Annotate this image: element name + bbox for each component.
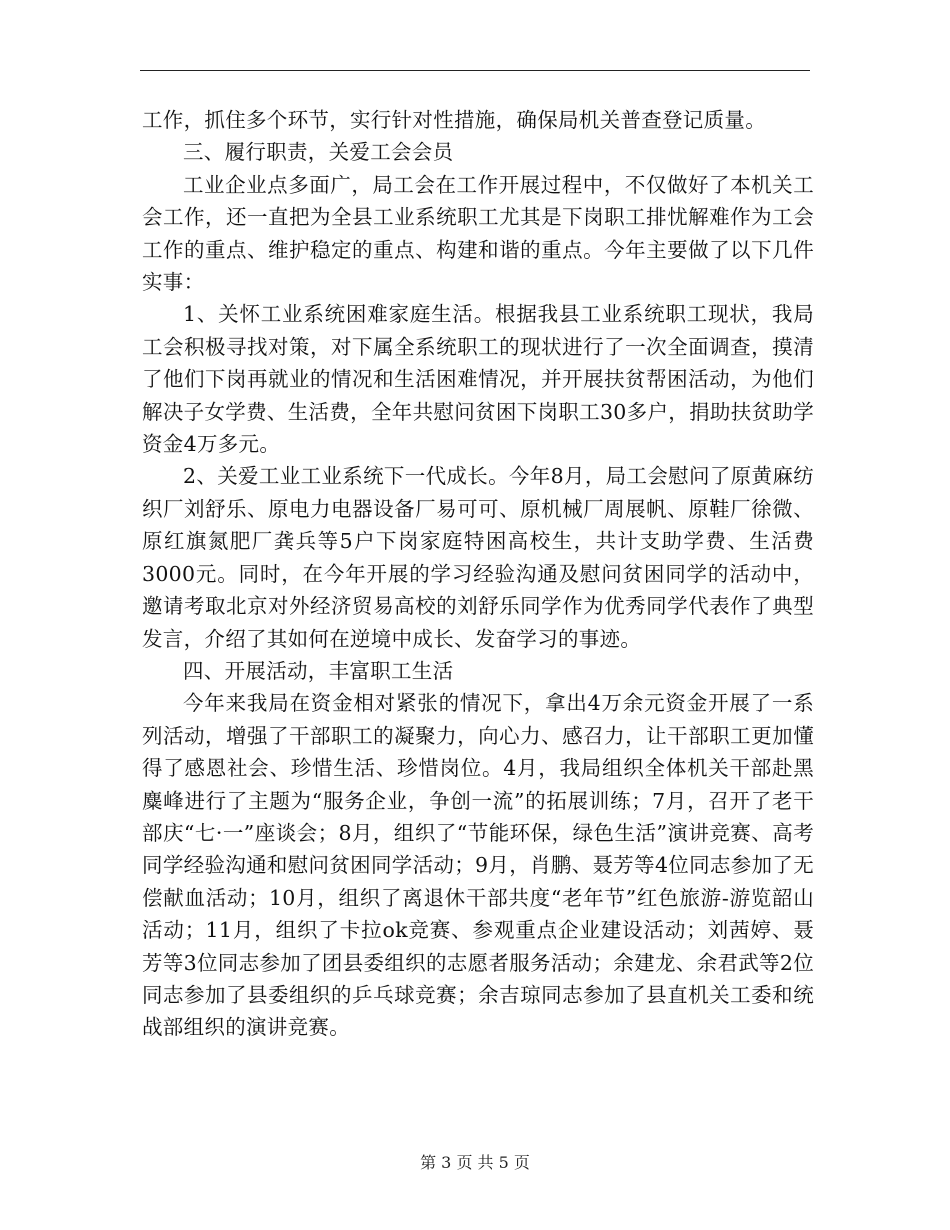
paragraph-continuation: 工作，抓住多个环节，实行针对性措施，确保局机关普查登记质量。	[142, 108, 766, 132]
paragraph-item-2: 2、关爱工业工业系统下一代成长。今年8月，局工会慰问了原黄麻纺织厂刘舒乐、原电力电器设备厂易可可、原机械厂周展帆、原鞋厂徐微、原红旗氮肥厂龚兵等5户下岗家庭特困高校生，共计支助学费、生活费3000元。同时，在今年开展的学习经验沟通及慰问贫困同学的活动中，邀请考取北京对外经济贸易高校的刘舒乐同学作为优秀同学代表作了典型发言，介绍了其如何在逆境中成长、发奋学习的事迹。	[142, 464, 814, 651]
page-number-footer: 第 3 页 共 5 页	[420, 1153, 530, 1172]
paragraph-item-1: 1、关怀工业系统困难家庭生活。根据我县工业系统职工现状，我局工会积极寻找对策，对下属全系统职工的现状进行了一次全面调查，摸清了他们下岗再就业的情况和生活困难情况，并开展扶贫帮困活动，为他们解决子女学费、生活费，全年共慰问贫困下岗职工30多户，捐助扶贫助学资金4万多元。	[142, 302, 814, 457]
document-body	[142, 104, 814, 1044]
section-heading-3: 三、履行职责，关爱工会会员	[183, 140, 454, 165]
paragraph-intro: 工业企业点多面广，局工会在工作开展过程中，不仅做好了本机关工会工作，还一直把为全县工业系统职工尤其是下岗职工排忧解难作为工会工作的重点、维护稳定的重点、构建和谐的重点。今年主要做了以下几件实事：	[142, 172, 814, 295]
header-rule	[140, 70, 810, 71]
paragraph-activities: 今年来我局在资金相对紧张的情况下，拿出4万余元资金开展了一系列活动，增强了干部职工的凝聚力，向心力、感召力，让干部职工更加懂得了感恩社会、珍惜生活、珍惜岗位。4月，我局组织全体机关干部赴黑麋峰进行了主题为“服务企业，争创一流”的拓展训练；7月，召开了老干部庆“七·一”座谈会；8月，组织了“节能环保，绿色生活”演讲竞赛、高考同学经验沟通和慰问贫困同学活动；9月，肖鹏、聂芳等4位同志参加了无偿献血活动；10月，组织了离退休干部共度“老年节”红色旅游-游览韶山活动；11月，组织了卡拉ok竞赛、参观重点企业建设活动；刘茜婷、聂芳等3位同志参加了团县委组织的志愿者服务活动；余建龙、余君武等2位同志参加了县委组织的乒乓球竞赛；余吉琼同志参加了县直机关工委和统战部组织的演讲竞赛。	[142, 691, 814, 1040]
section-heading-4: 四、开展活动，丰富职工生活	[183, 658, 454, 683]
